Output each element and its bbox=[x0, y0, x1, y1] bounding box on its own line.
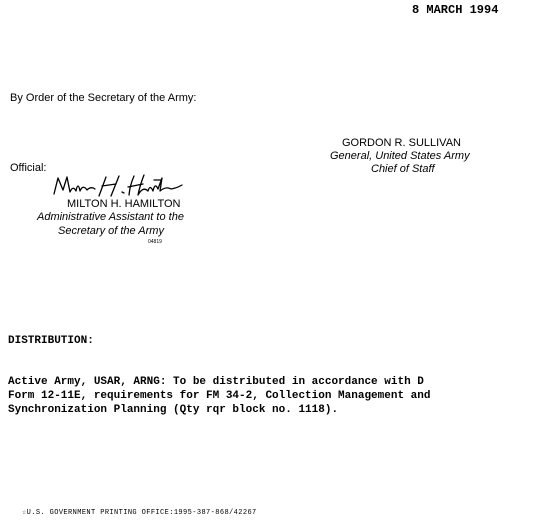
official-title-line2: Secretary of the Army bbox=[58, 225, 164, 237]
chief-of-staff-name: GORDON R. SULLIVAN bbox=[342, 137, 461, 149]
official-title-line1: Administrative Assistant to the bbox=[37, 211, 184, 223]
authority-line: By Order of the Secretary of the Army: bbox=[10, 92, 197, 104]
printing-office-footer: ☆U.S. GOVERNMENT PRINTING OFFICE:1995-387-868/42267 bbox=[22, 509, 257, 517]
chief-of-staff-rank: General, United States Army bbox=[330, 150, 470, 162]
distribution-line-1: Active Army, USAR, ARNG: To be distributed in accordance with D bbox=[8, 376, 424, 388]
distribution-line-2: Form 12-11E, requirements for FM 34-2, Collection Management and bbox=[8, 390, 431, 402]
handwritten-signature bbox=[50, 172, 185, 200]
official-name: MILTON H. HAMILTON bbox=[67, 198, 181, 210]
distribution-heading: DISTRIBUTION: bbox=[8, 335, 94, 347]
official-code: 04819 bbox=[148, 239, 162, 245]
chief-of-staff-title: Chief of Staff bbox=[371, 163, 435, 175]
official-label: Official: bbox=[10, 162, 47, 174]
distribution-line-3: Synchronization Planning (Qty rqr block no. 1118). bbox=[8, 404, 339, 416]
publication-date: 8 MARCH 1994 bbox=[412, 3, 499, 17]
